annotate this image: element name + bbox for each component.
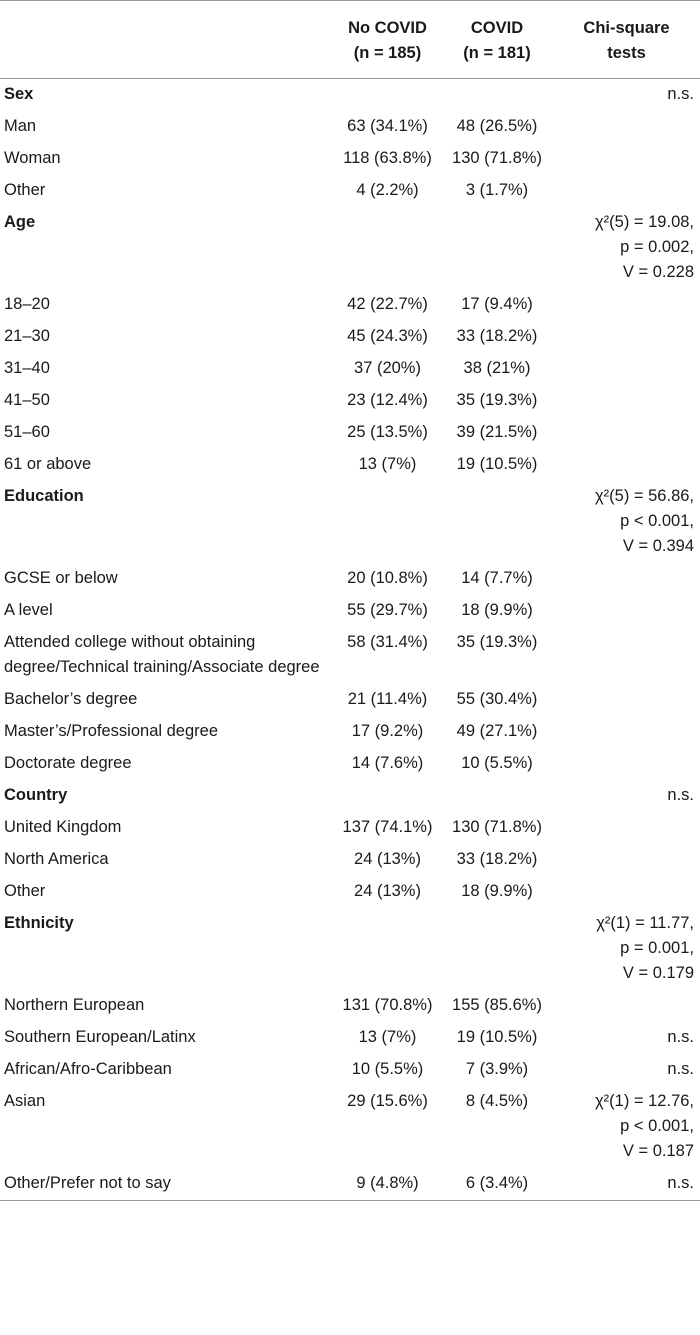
- header-chi-square: [553, 1, 700, 79]
- chi-square-line: p = 0.002,: [620, 238, 694, 256]
- chi-square-line: V = 0.228: [622, 263, 694, 281]
- row-label: United Kingdom: [4, 818, 122, 836]
- chi-square-result: [553, 417, 700, 449]
- chi-square-result: [553, 143, 700, 175]
- chi-square-result: [553, 481, 700, 563]
- no-covid-value: 14 (7.6%): [351, 754, 424, 772]
- no-covid-value: [334, 780, 441, 812]
- covid-value: 19 (10.5%): [456, 455, 538, 473]
- no-covid-value: 17 (9.2%): [351, 722, 424, 740]
- table-row: [0, 812, 700, 844]
- no-covid-value: 4 (2.2%): [356, 181, 419, 199]
- chi-square-result: [553, 321, 700, 353]
- row-label: Bachelor’s degree: [4, 690, 138, 708]
- no-covid-value: 37 (20%): [354, 359, 421, 377]
- chi-square-result: [553, 908, 700, 990]
- chi-square-result: [553, 990, 700, 1022]
- covid-value: 7 (3.9%): [465, 1060, 529, 1078]
- no-covid-value: 58 (31.4%): [347, 633, 428, 651]
- chi-square-line: χ²(1) = 11.77,: [596, 914, 694, 932]
- covid-value: 55 (30.4%): [456, 690, 538, 708]
- chi-square-result: [553, 876, 700, 908]
- chi-square-line: p < 0.001,: [620, 512, 694, 530]
- covid-value: 18 (9.9%): [461, 882, 533, 900]
- chi-square-result: [553, 207, 700, 289]
- chi-square-result: [553, 563, 700, 595]
- chi-square-result: [553, 684, 700, 716]
- no-covid-value: 55 (29.7%): [347, 601, 428, 619]
- covid-value: 18 (9.9%): [461, 601, 533, 619]
- table-row: [0, 1086, 700, 1168]
- row-label: Ethnicity: [4, 914, 74, 932]
- row-label: North America: [4, 850, 109, 868]
- row-label: 41–50: [4, 391, 50, 409]
- row-label: Other: [4, 882, 46, 900]
- covid-value: [441, 780, 553, 812]
- covid-value: 155 (85.6%): [452, 996, 542, 1014]
- table-row: [0, 1168, 700, 1201]
- section-row: [0, 79, 700, 112]
- table-row: [0, 876, 700, 908]
- row-label: 21–30: [4, 327, 50, 345]
- no-covid-value: 131 (70.8%): [342, 996, 433, 1014]
- table-row: [0, 175, 700, 207]
- no-covid-value: 13 (7%): [358, 1028, 417, 1046]
- covid-value: 6 (3.4%): [465, 1174, 529, 1192]
- covid-value: [441, 481, 553, 563]
- chi-square-result: [553, 1022, 700, 1054]
- table-row: [0, 595, 700, 627]
- table-row: [0, 990, 700, 1022]
- row-label: GCSE or below: [4, 569, 118, 587]
- row-label: Man: [4, 117, 37, 135]
- table-row: [0, 353, 700, 385]
- row-label: Attended college without obtaining degree/Technical training/Associate degree: [4, 633, 320, 676]
- no-covid-value: 118 (63.8%): [343, 149, 432, 167]
- chi-square-result: [553, 175, 700, 207]
- covid-value: 10 (5.5%): [461, 754, 533, 772]
- header-no-covid: [334, 1, 441, 79]
- covid-value: 3 (1.7%): [465, 181, 529, 199]
- covid-value: 48 (26.5%): [456, 117, 538, 135]
- covid-value: 33 (18.2%): [456, 850, 538, 868]
- chi-square-line: n.s.: [667, 1060, 694, 1078]
- header-row: [0, 1, 700, 79]
- table-row: [0, 417, 700, 449]
- chi-square-result: [553, 1168, 700, 1201]
- covid-value: 38 (21%): [463, 359, 531, 377]
- chi-square-result: [553, 844, 700, 876]
- table-row: [0, 748, 700, 780]
- row-label: Age: [4, 213, 36, 231]
- chi-square-result: [553, 1086, 700, 1168]
- chi-square-line: n.s.: [667, 85, 694, 103]
- chi-square-result: [553, 780, 700, 812]
- covid-value: 19 (10.5%): [456, 1028, 538, 1046]
- no-covid-value: [334, 79, 441, 112]
- table-row: [0, 844, 700, 876]
- header-chi-title: Chi-square: [583, 19, 670, 37]
- no-covid-value: 24 (13%): [354, 850, 421, 868]
- table-row: [0, 1022, 700, 1054]
- row-label: Other: [4, 181, 46, 199]
- row-label: Country: [4, 786, 68, 804]
- section-row: [0, 207, 700, 289]
- no-covid-value: 23 (12.4%): [347, 391, 428, 409]
- row-label: Southern European/Latinx: [4, 1028, 196, 1046]
- table-row: [0, 111, 700, 143]
- covid-value: 49 (27.1%): [456, 722, 538, 740]
- section-row: [0, 780, 700, 812]
- chi-square-result: [553, 1054, 700, 1086]
- chi-square-result: [553, 289, 700, 321]
- no-covid-value: 13 (7%): [358, 455, 417, 473]
- section-row: [0, 481, 700, 563]
- chi-square-result: [553, 748, 700, 780]
- row-label: 18–20: [4, 295, 50, 313]
- chi-square-line: n.s.: [667, 1174, 694, 1192]
- row-label: Northern European: [4, 996, 145, 1014]
- chi-square-result: [553, 595, 700, 627]
- no-covid-value: [334, 908, 441, 990]
- table-row: [0, 1054, 700, 1086]
- header-covid-n: (n = 181): [463, 44, 531, 62]
- row-label: Master’s/Professional degree: [4, 722, 219, 740]
- no-covid-value: 42 (22.7%): [347, 295, 428, 313]
- no-covid-value: 137 (74.1%): [342, 818, 433, 836]
- no-covid-value: 10 (5.5%): [351, 1060, 424, 1078]
- covid-value: [441, 79, 553, 112]
- chi-square-result: [553, 812, 700, 844]
- no-covid-value: [334, 207, 441, 289]
- table-row: [0, 289, 700, 321]
- table-header: [0, 1, 700, 79]
- table-row: [0, 449, 700, 481]
- row-label: A level: [4, 601, 53, 619]
- chi-square-line: χ²(1) = 12.76,: [595, 1092, 694, 1110]
- chi-square-line: p < 0.001,: [620, 1117, 694, 1135]
- table-row: [0, 716, 700, 748]
- header-chi-subtitle: tests: [607, 44, 646, 62]
- chi-square-line: χ²(5) = 56.86,: [595, 487, 694, 505]
- row-label: African/Afro-Caribbean: [4, 1060, 172, 1078]
- header-no-covid-n: (n = 185): [353, 44, 422, 62]
- chi-square-line: p = 0.001,: [620, 939, 694, 957]
- table-row: [0, 143, 700, 175]
- table-row: [0, 385, 700, 417]
- no-covid-value: 45 (24.3%): [347, 327, 428, 345]
- chi-square-line: V = 0.187: [622, 1142, 694, 1160]
- chi-square-result: [553, 385, 700, 417]
- chi-square-line: n.s.: [667, 1028, 694, 1046]
- row-label: Doctorate degree: [4, 754, 132, 772]
- covid-value: [441, 207, 553, 289]
- row-label: Asian: [4, 1092, 46, 1110]
- covid-value: 130 (71.8%): [452, 818, 542, 836]
- table-row: [0, 627, 700, 684]
- row-label: 51–60: [4, 423, 50, 441]
- covid-value: 17 (9.4%): [461, 295, 533, 313]
- no-covid-value: 9 (4.8%): [356, 1174, 419, 1192]
- covid-value: 14 (7.7%): [461, 569, 533, 587]
- no-covid-value: 25 (13.5%): [347, 423, 428, 441]
- chi-square-line: n.s.: [667, 786, 694, 804]
- header-no-covid-title: No COVID: [348, 19, 427, 37]
- covid-value: 8 (4.5%): [465, 1092, 529, 1110]
- row-label: Other/Prefer not to say: [4, 1174, 171, 1192]
- no-covid-value: 24 (13%): [354, 882, 421, 900]
- no-covid-value: [334, 481, 441, 563]
- chi-square-line: V = 0.394: [622, 537, 694, 555]
- table-row: [0, 563, 700, 595]
- covid-value: 35 (19.3%): [456, 391, 538, 409]
- table-body: [0, 79, 700, 1201]
- header-label-column: [0, 1, 334, 79]
- chi-square-line: χ²(5) = 19.08,: [595, 213, 694, 231]
- no-covid-value: 63 (34.1%): [347, 117, 428, 135]
- table-row: [0, 684, 700, 716]
- row-label: Education: [4, 487, 84, 505]
- row-label: 61 or above: [4, 455, 92, 473]
- covid-value: 33 (18.2%): [456, 327, 538, 345]
- table-row: [0, 321, 700, 353]
- row-label: Woman: [4, 149, 61, 167]
- no-covid-value: 20 (10.8%): [347, 569, 428, 587]
- chi-square-result: [553, 716, 700, 748]
- no-covid-value: 29 (15.6%): [347, 1092, 428, 1110]
- chi-square-result: [553, 111, 700, 143]
- chi-square-result: [553, 627, 700, 684]
- chi-square-result: [553, 79, 700, 112]
- covid-value: [441, 908, 553, 990]
- chi-square-result: [553, 449, 700, 481]
- chi-square-line: V = 0.179: [622, 964, 694, 982]
- chi-square-result: [553, 353, 700, 385]
- row-label: 31–40: [4, 359, 50, 377]
- covid-value: 35 (19.3%): [456, 633, 538, 651]
- no-covid-value: 21 (11.4%): [347, 690, 428, 708]
- row-label: Sex: [4, 85, 34, 103]
- covid-value: 130 (71.8%): [452, 149, 542, 167]
- header-covid-title: COVID: [470, 19, 524, 37]
- header-covid: [441, 1, 553, 79]
- covid-value: 39 (21.5%): [456, 423, 538, 441]
- section-row: [0, 908, 700, 990]
